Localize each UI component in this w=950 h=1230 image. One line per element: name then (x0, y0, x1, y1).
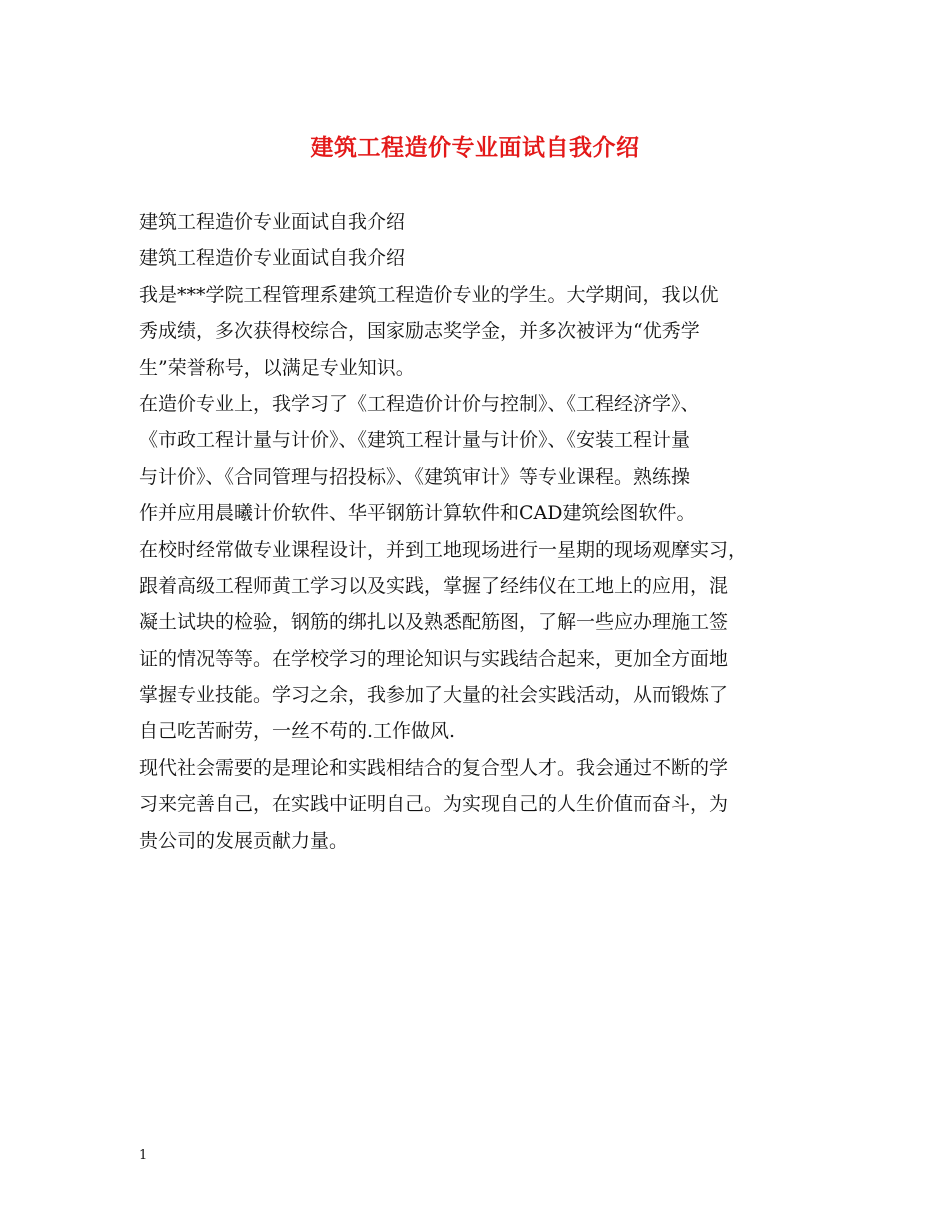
body-line: 生”荣誉称号，以满足专业知识。 (139, 356, 415, 379)
body-line: 自己吃苦耐劳，一丝不苟的.工作做风. (139, 720, 456, 743)
body-line: 凝土试块的检验，钢筋的绑扎以及熟悉配筋图，了解一些应办理施工签 (139, 611, 729, 634)
document-title: 建筑工程造价专业面试自我介绍 (310, 134, 640, 161)
body-line: 《市政工程计量与计价》、《建筑工程计量与计价》、《安装工程计量 (139, 429, 691, 452)
body-line: 现代社会需要的是理论和实践相结合的复合型人才。我会通过不断的学 (139, 756, 729, 779)
body-line: 秀成绩，多次获得校综合，国家励志奖学金，并多次被评为“优秀学 (139, 320, 700, 343)
body-line: 在造价专业上，我学习了《工程造价计价与控制》、《工程经济学》、 (139, 392, 700, 415)
page-number: 1 (139, 1148, 148, 1163)
document-body (139, 204, 829, 859)
body-line: 我是***学院工程管理系建筑工程造价专业的学生。大学期间，我以优 (139, 283, 719, 306)
body-line: 跟着高级工程师黄工学习以及实践，掌握了经纬仪在工地上的应用，混 (139, 574, 729, 597)
body-line: 习来完善自己，在实践中证明自己。为实现自己的人生价值而奋斗，为 (139, 793, 729, 816)
body-line: 在校时经常做专业课程设计，并到工地现场进行一星期的现场观摩实习， (139, 538, 748, 561)
body-line: 贵公司的发展贡献力量。 (139, 829, 349, 852)
body-line: 作并应用晨曦计价软件、华平钢筋计算软件和CAD建筑绘图软件。 (139, 502, 696, 525)
body-line: 建筑工程造价专业面试自我介绍 (139, 211, 406, 233)
body-line: 证的情况等等。在学校学习的理论知识与实践结合起来，更加全方面地 (139, 647, 729, 670)
body-line: 掌握专业技能。学习之余，我参加了大量的社会实践活动，从而锻炼了 (139, 684, 729, 707)
body-line: 与计价》、《合同管理与招投标》、《建筑审计》等专业课程。熟练操 (139, 465, 691, 488)
body-line: 建筑工程造价专业面试自我介绍 (139, 247, 406, 270)
